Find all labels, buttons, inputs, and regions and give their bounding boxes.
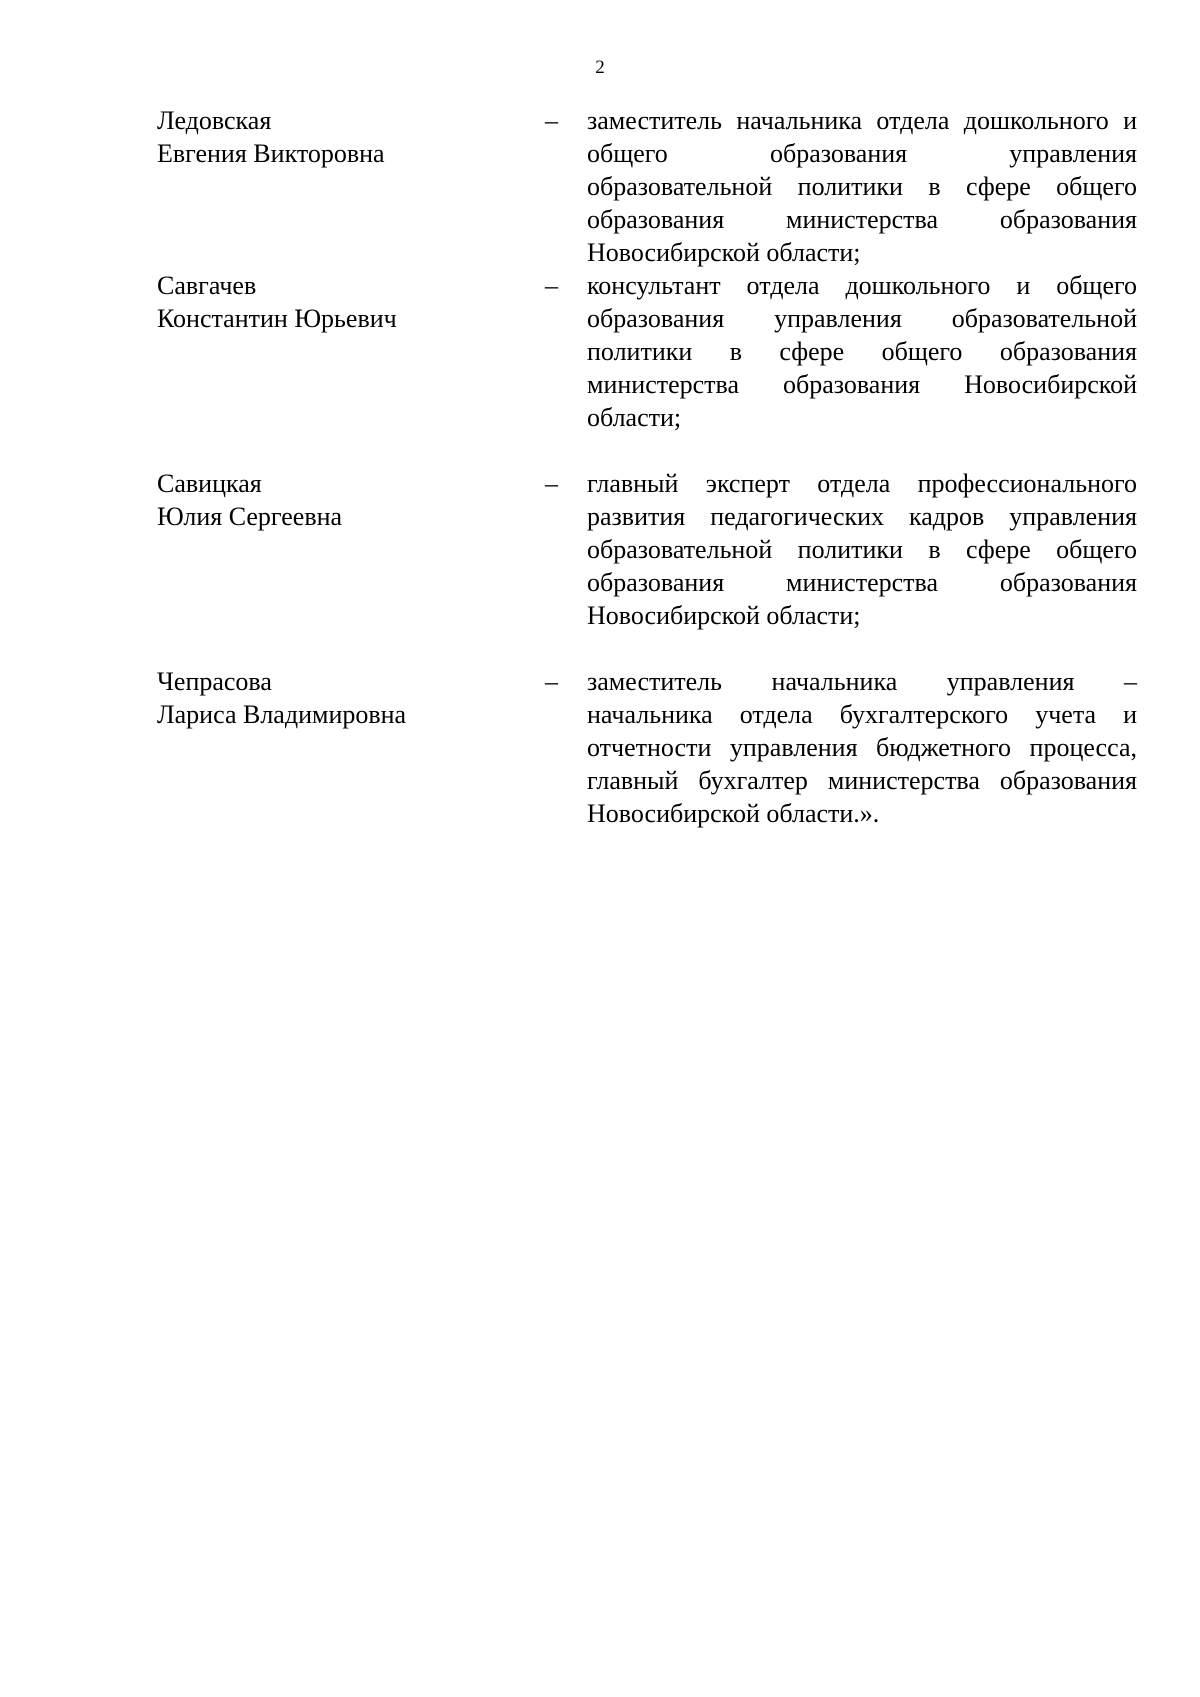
list-item [157, 104, 1137, 269]
member-name [157, 269, 537, 335]
member-given-names: Евгения Викторовна [157, 139, 385, 168]
spacer [157, 632, 1137, 665]
page-number: 2 [595, 57, 605, 78]
member-given-names: Юлия Сергеевна [157, 502, 343, 531]
member-surname: Ледовская [157, 106, 272, 135]
spacer [157, 434, 1137, 467]
member-role: главный эксперт отдела профессионального развития педагогических кадров управления образовательной политики в сфере общего образования министерства образования Новосибирской области; [587, 469, 1137, 630]
list-item [157, 269, 1137, 434]
member-name [157, 467, 537, 533]
member-role: заместитель начальника управления – начальника отдела бухгалтерского учета и отчетности управления бюджетного процесса, главный бухгалтер министерства образования Новосибирской области.». [587, 667, 1137, 828]
member-role: заместитель начальника отдела дошкольного и общего образования управления образовательной политики в сфере общего образования министерства образования Новосибирской области; [587, 106, 1137, 267]
member-role: консультант отдела дошкольного и общего образования управления образовательной политики в сфере общего образования министерства образования Новосибирской области; [587, 271, 1137, 432]
dash-separator: – [545, 271, 558, 300]
list-item [157, 665, 1137, 830]
list-item [157, 467, 1137, 632]
dash-separator: – [545, 667, 558, 696]
member-name [157, 665, 537, 731]
member-name [157, 104, 537, 170]
dash-separator: – [545, 106, 558, 135]
dash-separator: – [545, 469, 558, 498]
member-given-names: Лариса Владимировна [157, 700, 407, 729]
member-surname: Чепрасова [157, 667, 272, 696]
member-surname: Савицкая [157, 469, 262, 498]
member-surname: Савгачев [157, 271, 257, 300]
member-list [157, 104, 1137, 830]
member-given-names: Константин Юрьевич [157, 304, 397, 333]
